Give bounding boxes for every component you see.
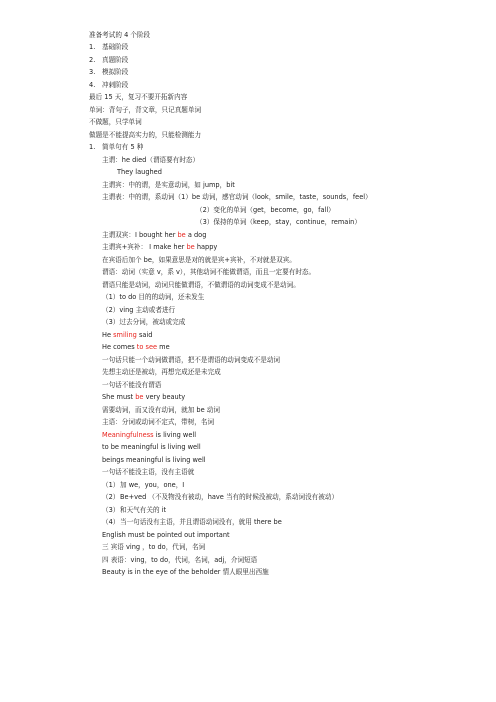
list-text: 加 we，you，one，I xyxy=(120,481,185,489)
example-text: He xyxy=(102,331,114,339)
text-line: 不做题，只学单词 xyxy=(89,118,142,126)
list-number: （3） xyxy=(102,506,120,514)
text-line: 主语：分词或动词不定式，带树，名词 xyxy=(102,418,215,426)
example-line xyxy=(102,342,170,352)
list-item xyxy=(102,517,282,527)
text-line: （2）变化的单词（get，become，go，fall） xyxy=(196,206,335,214)
example-line xyxy=(102,242,217,252)
list-text: 当一句话没有主语，并且谓语动词没有，就用 there be xyxy=(120,518,282,526)
text-line: （1）to do 目的的动词，还未发生 xyxy=(102,293,205,301)
stage-label: 真题阶段 xyxy=(102,56,129,64)
example-text: He comes xyxy=(102,343,137,351)
list-text: Be+ved （不及物没有被动，have 当有的时候没被动，系动词没有被动） xyxy=(120,493,339,501)
stage-item-4 xyxy=(89,80,128,90)
list-number: （4） xyxy=(102,518,120,526)
highlight-text: to see xyxy=(136,343,158,351)
stage-number: 3. xyxy=(89,68,96,76)
stage-item-1 xyxy=(89,42,128,52)
text-line: 做题是不能提高实力的，只能检测能力 xyxy=(89,131,202,139)
text-line: 最后 15 天，复习不要开拓新内容 xyxy=(89,93,188,101)
stage-label: 模拟阶段 xyxy=(102,68,129,76)
text-line: 谓语：动词（实意 v，系 v），其他动词不能做谓语，而且一定要有时态。 xyxy=(102,268,316,276)
example-line xyxy=(102,330,152,340)
text-line: （3）保持的单词（keep，stay，continue，remain） xyxy=(196,218,361,226)
text-line: （2）ving 主动或者进行 xyxy=(102,306,176,314)
text-line: 一句话不能没有谓语 xyxy=(102,381,162,389)
stage-number: 2. xyxy=(89,56,96,64)
text-line: 需要动词，而又没有动词，就加 be 动词 xyxy=(102,406,220,414)
text-line: 在宾语后加个 be，如果意思是对的就是宾+宾补，不对就是双宾。 xyxy=(102,256,296,264)
text-line: 一句话不能没主语，没有主语就 xyxy=(102,468,195,476)
example-text: very beauty xyxy=(143,393,186,401)
example-line xyxy=(102,392,185,402)
stage-item-3 xyxy=(89,67,128,77)
text-line: （3）过去分词，被动或完成 xyxy=(102,318,186,326)
list-item xyxy=(102,492,338,502)
example-text: She must xyxy=(102,393,136,401)
stage-label: 基础阶段 xyxy=(102,43,129,51)
text-line: English must be pointed out important xyxy=(102,531,230,539)
example-text: is living well xyxy=(153,431,197,439)
section-number: 1. xyxy=(89,143,96,151)
example-text: a dog xyxy=(185,231,207,239)
list-item xyxy=(102,480,184,490)
highlight-text: Meaningfulness xyxy=(102,431,154,439)
text-line: 主谓表：中的谓，系动词（1）be 动词，感官动词（look，smile，taste，sounds，feel） xyxy=(102,193,372,201)
highlight-text: be xyxy=(135,393,144,401)
stage-number: 4. xyxy=(89,81,96,89)
text-line: 谓语只能是动词，动词只能做谓语，不做谓语的动词变成不是动词。 xyxy=(102,281,300,289)
text-line: 四 表语：ving，to do，代词，名词，adj，介词短语 xyxy=(102,556,258,564)
stage-number: 1. xyxy=(89,43,96,51)
text-line: 主谓宾：中的谓，是实意动词，如 jump，bit xyxy=(102,181,235,189)
list-text: 和天气有关的 it xyxy=(120,506,167,514)
section-heading xyxy=(89,142,143,152)
example-text: 主谓双宾：I bought her xyxy=(102,231,178,239)
example-text: me xyxy=(157,343,170,351)
highlight-text: smiling xyxy=(113,331,137,339)
text-line: 三 宾语 ving ，to do，代词，名词 xyxy=(102,543,206,551)
stage-label: 冲刺阶段 xyxy=(102,81,129,89)
doc-heading: 准备考试的 4 个阶段 xyxy=(89,31,151,39)
example-text: 主谓宾+宾补： I make her xyxy=(102,243,187,251)
list-number: （1） xyxy=(102,481,120,489)
example-line xyxy=(102,230,206,240)
text-line: 单词：背句子，背文章，只记真题单词 xyxy=(89,106,202,114)
text-line: 主谓：he died（谓语要有时态） xyxy=(102,156,200,164)
text-line: 先想主动还是被动，再想完成还是未完成 xyxy=(102,368,221,376)
list-number: （2） xyxy=(102,493,120,501)
example-text: said xyxy=(136,331,153,339)
text-line: beings meaningful is living well xyxy=(102,456,206,464)
example-line xyxy=(102,430,196,440)
highlight-text: be xyxy=(177,231,186,239)
text-line: They laughed xyxy=(117,168,162,176)
section-title: 简单句有 5 种 xyxy=(102,143,144,151)
text-line: to be meaningful is living well xyxy=(102,443,201,451)
stage-item-2 xyxy=(89,55,128,65)
example-text: happy xyxy=(194,243,218,251)
list-item xyxy=(102,505,166,515)
text-line: Beauty is in the eye of the beholder 情人眼里出西施 xyxy=(102,568,269,576)
text-line: 一句话只能一个动词做谓语，把不是谓语的动词变成不是动词 xyxy=(102,356,281,364)
highlight-text: be xyxy=(186,243,195,251)
